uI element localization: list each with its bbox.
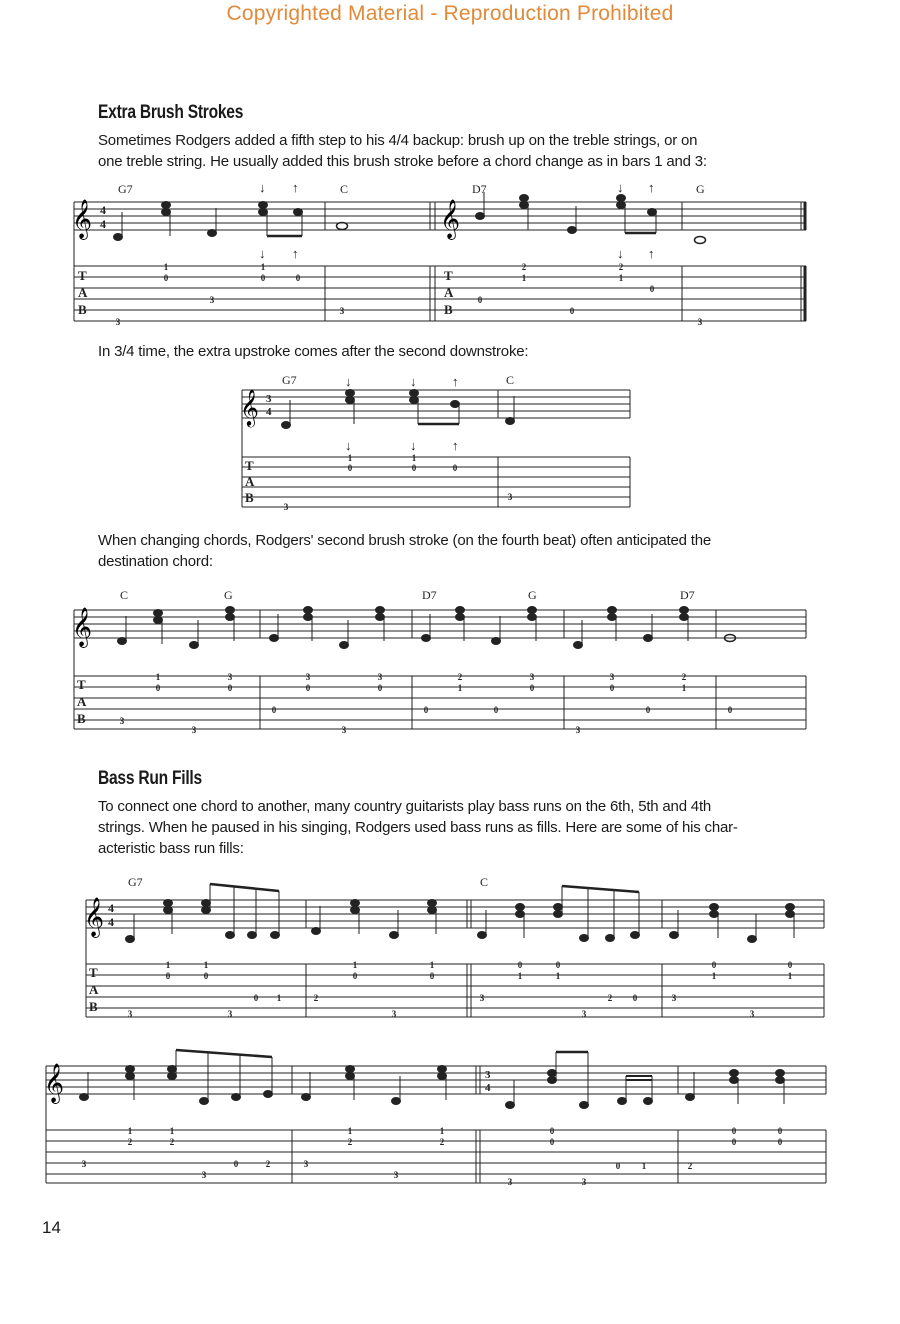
svg-text:0: 0 <box>165 971 171 981</box>
svg-text:2: 2 <box>439 1137 445 1147</box>
chord-symbol: G7 <box>118 182 133 196</box>
svg-text:3: 3 <box>283 502 289 512</box>
svg-text:1: 1 <box>641 1161 647 1171</box>
copyright-watermark: Copyrighted Material - Reproduction Prohibited <box>226 2 674 25</box>
down-arrow-icon: ↓ <box>259 246 266 261</box>
svg-text:2: 2 <box>687 1161 693 1171</box>
svg-text:1: 1 <box>618 273 624 283</box>
svg-text:3: 3 <box>581 1177 587 1187</box>
svg-text:2: 2 <box>618 262 624 272</box>
svg-text:1: 1 <box>155 672 161 682</box>
tab-letter: B <box>77 711 86 726</box>
svg-text:2: 2 <box>457 672 463 682</box>
svg-text:2: 2 <box>127 1137 133 1147</box>
svg-text:3: 3 <box>581 1009 587 1019</box>
svg-text:0: 0 <box>452 463 458 473</box>
svg-text:1: 1 <box>457 683 463 693</box>
up-arrow-icon: ↑ <box>452 438 459 453</box>
svg-text:1: 1 <box>711 971 717 981</box>
tab-letter: A <box>77 694 87 709</box>
tab-letter: T <box>89 965 98 980</box>
svg-text:0: 0 <box>549 1126 555 1136</box>
chord-symbol: G <box>696 182 705 196</box>
svg-text:0: 0 <box>227 683 233 693</box>
svg-text:3: 3 <box>479 993 485 1003</box>
down-arrow-icon: ↓ <box>345 438 352 453</box>
svg-text:1: 1 <box>352 960 358 970</box>
svg-text:0: 0 <box>233 1159 239 1169</box>
svg-text:0: 0 <box>615 1161 621 1171</box>
svg-text:3: 3 <box>393 1170 399 1180</box>
svg-text:3: 3 <box>377 672 383 682</box>
down-arrow-icon: ↓ <box>617 246 624 261</box>
svg-text:2: 2 <box>521 262 527 272</box>
svg-text:0: 0 <box>347 463 353 473</box>
up-arrow-icon: ↑ <box>648 246 655 261</box>
svg-text:3: 3 <box>671 993 677 1003</box>
chord-symbol: D7 <box>422 588 437 602</box>
time-signature-top: 3 <box>266 393 272 405</box>
svg-text:0: 0 <box>517 960 523 970</box>
down-arrow-icon: ↓ <box>410 438 417 453</box>
svg-text:3: 3 <box>529 672 535 682</box>
svg-text:1: 1 <box>169 1126 175 1136</box>
tab-letter: T <box>77 677 86 692</box>
chord-symbol: C <box>340 182 349 196</box>
svg-text:3: 3 <box>115 317 121 327</box>
treble-clef-icon: 𝄞 <box>84 899 105 936</box>
svg-text:3: 3 <box>507 492 513 502</box>
svg-text:0: 0 <box>493 705 499 715</box>
tab-letter: B <box>78 302 87 317</box>
svg-text:0: 0 <box>260 273 266 283</box>
svg-text:0: 0 <box>271 705 277 715</box>
chord-symbol: D7 <box>472 182 487 196</box>
svg-text:0: 0 <box>649 284 655 294</box>
chord-symbol: G <box>528 588 537 602</box>
tab-letter: A <box>78 285 88 300</box>
time-signature-bottom: 4 <box>266 406 272 418</box>
paragraph-bass-intro <box>98 796 738 859</box>
svg-text:3: 3 <box>305 672 311 682</box>
svg-text:2: 2 <box>265 1159 271 1169</box>
svg-text:0: 0 <box>411 463 417 473</box>
svg-text:0: 0 <box>777 1137 783 1147</box>
svg-text:3: 3 <box>697 317 703 327</box>
tab-letter: B <box>245 490 254 505</box>
treble-clef-icon: 𝄞 <box>72 609 93 646</box>
svg-text:0: 0 <box>645 705 651 715</box>
svg-text:1: 1 <box>555 971 561 981</box>
section-title-extra-brush-strokes: Extra Brush Strokes <box>98 102 244 123</box>
up-arrow-icon: ↑ <box>452 374 459 389</box>
svg-text:2: 2 <box>313 993 319 1003</box>
svg-text:2: 2 <box>681 672 687 682</box>
svg-text:3: 3 <box>119 716 125 726</box>
svg-text:0: 0 <box>477 295 483 305</box>
svg-text:1: 1 <box>439 1126 445 1136</box>
paragraph-brush-intro <box>98 130 707 172</box>
svg-text:1: 1 <box>165 960 171 970</box>
paragraph-line: To connect one chord to another, many country guitarists play bass runs on the 6th, 5th and 4th <box>98 798 712 815</box>
up-arrow-icon: ↑ <box>292 246 299 261</box>
svg-text:0: 0 <box>727 705 733 715</box>
svg-text:3: 3 <box>209 295 215 305</box>
svg-text:1: 1 <box>347 453 353 463</box>
svg-text:1: 1 <box>276 993 282 1003</box>
up-arrow-icon: ↑ <box>292 180 299 195</box>
time-signature-bottom: 4 <box>485 1082 491 1094</box>
up-arrow-icon: ↑ <box>648 180 655 195</box>
notation-system-changing-chords <box>62 586 822 735</box>
svg-text:0: 0 <box>632 993 638 1003</box>
svg-text:0: 0 <box>549 1137 555 1147</box>
paragraph-changing-chords <box>98 530 711 572</box>
svg-text:3: 3 <box>303 1159 309 1169</box>
svg-text:0: 0 <box>787 960 793 970</box>
paragraph-line: acteristic bass run fills: <box>98 840 244 857</box>
svg-text:1: 1 <box>411 453 417 463</box>
paragraph-line: Sometimes Rodgers added a fifth step to his 4/4 backup: brush up on the treble strings, or on <box>98 132 698 149</box>
svg-text:0: 0 <box>155 683 161 693</box>
tab-letter: A <box>245 474 255 489</box>
chord-symbol: C <box>120 588 129 602</box>
svg-text:2: 2 <box>169 1137 175 1147</box>
chord-symbol: G7 <box>128 875 143 889</box>
time-signature-top: 4 <box>100 203 106 217</box>
paragraph-line: strings. When he paused in his singing, Rodgers used bass runs as fills. Here are some of his char- <box>98 819 738 836</box>
svg-text:1: 1 <box>163 262 169 272</box>
svg-text:1: 1 <box>127 1126 133 1136</box>
svg-text:0: 0 <box>429 971 435 981</box>
svg-text:0: 0 <box>555 960 561 970</box>
svg-text:3: 3 <box>127 1009 133 1019</box>
tab-letter: T <box>78 268 87 283</box>
down-arrow-icon: ↓ <box>259 180 266 195</box>
paragraph-line: destination chord: <box>98 553 213 570</box>
svg-text:0: 0 <box>569 306 575 316</box>
svg-text:1: 1 <box>429 960 435 970</box>
chord-symbol: G7 <box>282 373 297 387</box>
tab-letter: T <box>245 458 254 473</box>
svg-text:3: 3 <box>575 725 581 735</box>
treble-clef-icon: 𝄞 <box>440 201 461 238</box>
chord-symbol: D7 <box>680 588 695 602</box>
treble-clef-icon: 𝄞 <box>72 201 93 238</box>
svg-text:3: 3 <box>339 306 345 316</box>
treble-clef-icon: 𝄞 <box>44 1065 65 1102</box>
svg-text:3: 3 <box>227 672 233 682</box>
svg-text:0: 0 <box>529 683 535 693</box>
svg-text:1: 1 <box>517 971 523 981</box>
svg-text:3: 3 <box>341 725 347 735</box>
svg-text:1: 1 <box>260 262 266 272</box>
notation-system-three-four <box>230 372 640 512</box>
svg-text:3: 3 <box>227 1009 233 1019</box>
svg-text:0: 0 <box>711 960 717 970</box>
chord-symbol: C <box>506 373 515 387</box>
svg-text:0: 0 <box>609 683 615 693</box>
svg-text:0: 0 <box>777 1126 783 1136</box>
down-arrow-icon: ↓ <box>410 374 417 389</box>
treble-clef-icon: 𝄞 <box>240 389 259 425</box>
notation-system-brush-strokes <box>60 178 820 327</box>
paragraph-three-four: In 3/4 time, the extra upstroke comes after the second downstroke: <box>98 343 529 360</box>
svg-text:0: 0 <box>352 971 358 981</box>
down-arrow-icon: ↓ <box>345 374 352 389</box>
paragraph-line: When changing chords, Rodgers' second brush stroke (on the fourth beat) often anticipated the <box>98 532 711 549</box>
chord-symbol: C <box>480 875 489 889</box>
tab-letter: B <box>444 302 453 317</box>
notation-system-bass-runs-2 <box>44 1040 834 1188</box>
svg-text:3: 3 <box>391 1009 397 1019</box>
svg-text:0: 0 <box>731 1126 737 1136</box>
svg-text:2: 2 <box>607 993 613 1003</box>
time-signature-bottom: 4 <box>100 217 106 231</box>
svg-text:1: 1 <box>203 960 209 970</box>
svg-text:0: 0 <box>203 971 209 981</box>
tab-letter: A <box>89 982 99 997</box>
tab-letter: A <box>444 285 454 300</box>
svg-text:0: 0 <box>253 993 259 1003</box>
svg-text:3: 3 <box>507 1177 513 1187</box>
svg-text:3: 3 <box>201 1170 207 1180</box>
svg-text:1: 1 <box>521 273 527 283</box>
svg-text:1: 1 <box>787 971 793 981</box>
svg-text:3: 3 <box>81 1159 87 1169</box>
svg-text:0: 0 <box>377 683 383 693</box>
tab-letter: T <box>444 268 453 283</box>
svg-text:0: 0 <box>423 705 429 715</box>
time-signature-top: 4 <box>108 901 114 915</box>
section-title-bass-run-fills: Bass Run Fills <box>98 768 202 789</box>
time-signature-top: 3 <box>485 1069 491 1081</box>
svg-text:0: 0 <box>295 273 301 283</box>
svg-text:3: 3 <box>609 672 615 682</box>
svg-text:0: 0 <box>163 273 169 283</box>
svg-text:0: 0 <box>305 683 311 693</box>
page-number: 14 <box>42 1218 61 1237</box>
time-signature-bottom: 4 <box>108 915 114 929</box>
svg-text:2: 2 <box>347 1137 353 1147</box>
svg-text:3: 3 <box>749 1009 755 1019</box>
svg-text:1: 1 <box>347 1126 353 1136</box>
svg-text:0: 0 <box>731 1137 737 1147</box>
paragraph-line: one treble string. He usually added this brush stroke before a chord change as in bars 1 and 3: <box>98 153 707 170</box>
svg-text:1: 1 <box>681 683 687 693</box>
tab-letter: B <box>89 999 98 1014</box>
svg-text:3: 3 <box>191 725 197 735</box>
down-arrow-icon: ↓ <box>617 180 624 195</box>
chord-symbol: G <box>224 588 233 602</box>
notation-system-bass-runs-1 <box>80 872 830 1020</box>
